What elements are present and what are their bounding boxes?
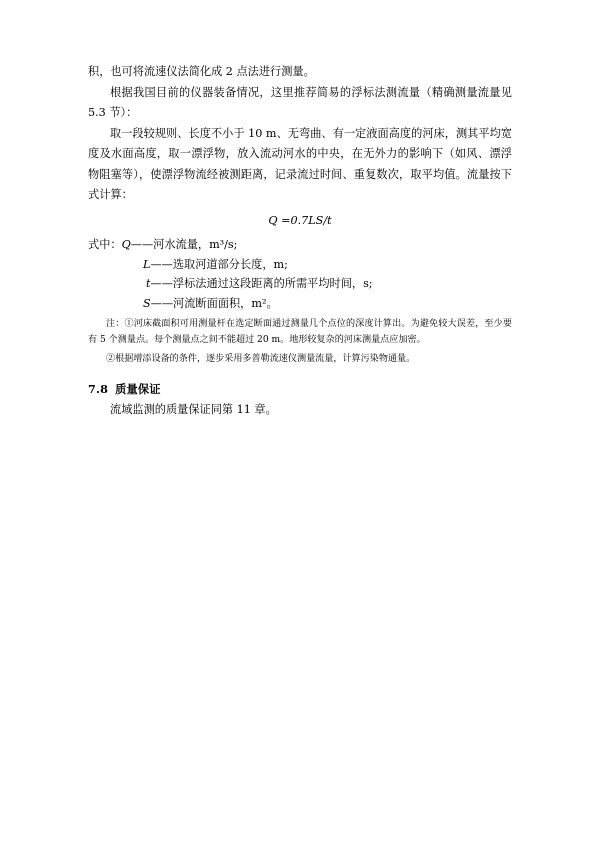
- legend-dash: ——: [150, 277, 173, 290]
- legend-text: 河水流量，m³/s;: [153, 238, 238, 251]
- legend-dash: ——: [130, 238, 154, 251]
- note-block-2: [88, 352, 512, 368]
- legend-row: [88, 294, 512, 314]
- legend-dash: ——: [150, 257, 173, 271]
- legend-row: [88, 274, 512, 294]
- legend-symbol: S: [143, 296, 151, 310]
- section-title: 质量保证: [115, 381, 161, 396]
- notes-label: 注：: [106, 319, 125, 329]
- section-heading: [88, 379, 512, 400]
- legend-text: 选取河道部分长度，m;: [172, 257, 288, 271]
- formula-legend: [88, 235, 512, 313]
- legend-symbol: L: [143, 257, 151, 271]
- paragraph-continuation: 积，也可将流速仪法简化成 2 点法进行测量。: [88, 65, 315, 78]
- section-body: 流域监测的质量保证同第 11 章。: [110, 403, 277, 416]
- note-block-1: [88, 317, 512, 348]
- flow-formula: Q =0.7LS/t: [268, 213, 332, 227]
- paragraph-recommendation: 根据我国目前的仪器装备情况，这里推荐简易的浮标法测流量（精确测量流量见 5.3 节）：: [88, 85, 512, 119]
- legend-row: [88, 255, 512, 275]
- legend-symbol: Q: [121, 238, 131, 251]
- legend-row: [88, 235, 512, 255]
- legend-text: 河流断面面积，m²。: [173, 296, 278, 310]
- legend-dash: ——: [150, 296, 174, 310]
- note-text: ①河床截面积可用测量杆在选定断面通过测量几个点位的深度计算出。为避免较大误差，至少要有 5 个测量点。每个测量点之间不能超过 20 m。地形较复杂的河床测量点应加密。: [88, 319, 512, 345]
- legend-text: 浮标法通过这段距离的所需平均时间，s;: [172, 277, 373, 290]
- paragraph-method-description: 取一段较规则、长度不小于 10 m、无弯曲、有一定液面高度的河床，测其平均宽度及水面高度，取一漂浮物，放入流动河水的中央，在无外力的影响下（如风、漂浮物阻塞等），使漂浮物流经被测距离，记录流过时间、重复数次，取平均值。流量按下式计算：: [88, 126, 512, 201]
- legend-symbol: t: [146, 277, 151, 290]
- legend-label: 式中：: [88, 238, 122, 251]
- section-number: 7.8: [88, 381, 109, 396]
- document-body: [88, 62, 512, 421]
- note-text: ②根据增添设备的条件，逐步采用多普勒流速仪测量流量，计算污染物通量。: [106, 354, 416, 364]
